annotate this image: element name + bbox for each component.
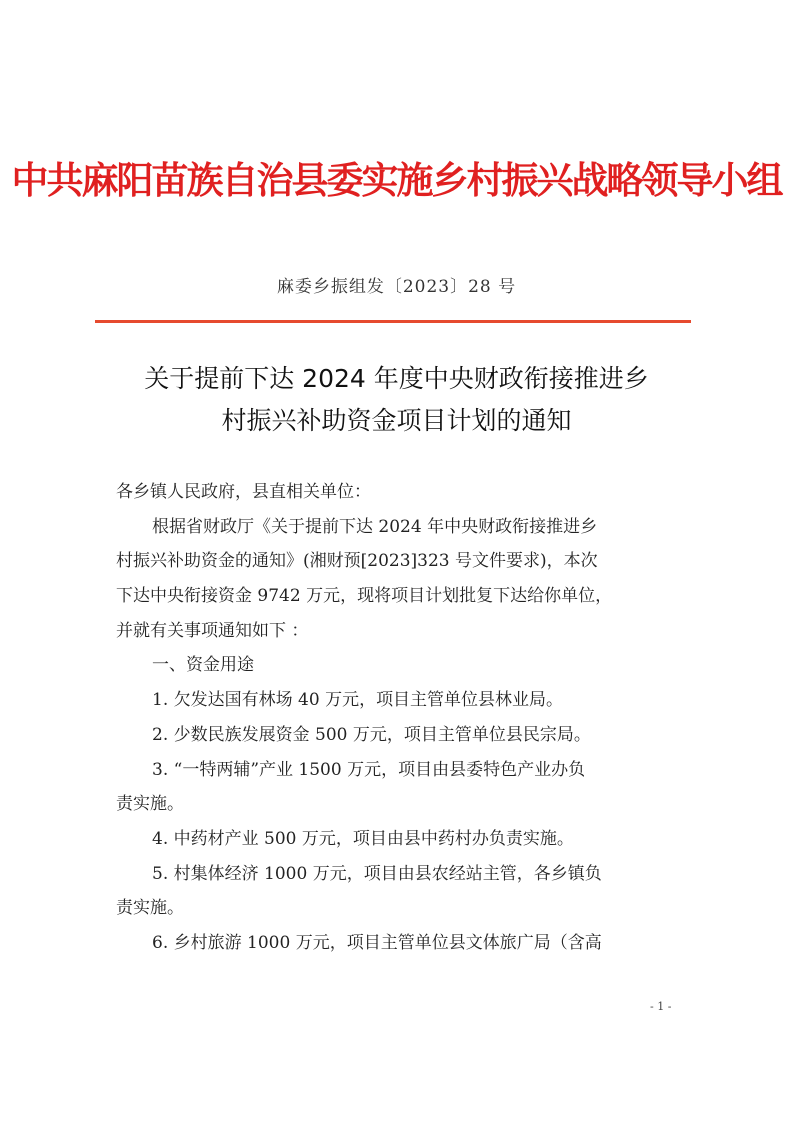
body-line: 并就有关事项通知如下 ：: [116, 620, 309, 641]
body-line: 根据省财政厅《关于提前下达 2024 年中央财政衔接推进乡: [152, 516, 598, 537]
body-line: 下达中央衔接资金 9742 万元，现将项目计划批复下达给你单位，: [116, 586, 613, 607]
notice-body: [116, 475, 686, 961]
list-item-continuation: 责实施。: [116, 794, 184, 815]
list-item: 2. 少数民族发展资金 500 万元，项目主管单位县民宗局。: [152, 724, 591, 745]
list-item: 3. “一特两辅”产业 1500 万元，项目由县委特色产业办负: [152, 759, 586, 780]
section-heading: 一、资金用途: [152, 655, 254, 676]
list-item: 1. 欠发达国有林场 40 万元，项目主管单位县林业局。: [152, 690, 564, 711]
document-number: 麻委乡振组发〔2023〕28 号: [276, 277, 517, 297]
red-divider-line: [95, 320, 691, 323]
list-item-continuation: 责实施。: [116, 898, 184, 919]
list-item: 5. 村集体经济 1000 万元，项目由县农经站主管，各乡镇负: [152, 863, 602, 884]
page-number: - 1 -: [650, 1000, 672, 1013]
list-item: 6. 乡村旅游 1000 万元，项目主管单位县文体旅广局（含高: [152, 932, 602, 953]
salutation: 各乡镇人民政府，县直相关单位：: [116, 482, 371, 502]
body-line: 村振兴补助资金的通知》(湘财预[2023]323 号文件要求)，本次: [116, 551, 598, 572]
notice-title-line-2: 村振兴补助资金项目计划的通知: [221, 406, 572, 435]
notice-title: [0, 358, 793, 442]
notice-title-line-1: 关于提前下达 2024 年度中央财政衔接推进乡: [144, 364, 649, 393]
issuing-organization-title: 中共麻阳苗族自治县委实施乡村振兴战略领导小组: [11, 158, 782, 202]
list-item: 4. 中药材产业 500 万元，项目由县中药村办负责实施。: [152, 828, 574, 849]
